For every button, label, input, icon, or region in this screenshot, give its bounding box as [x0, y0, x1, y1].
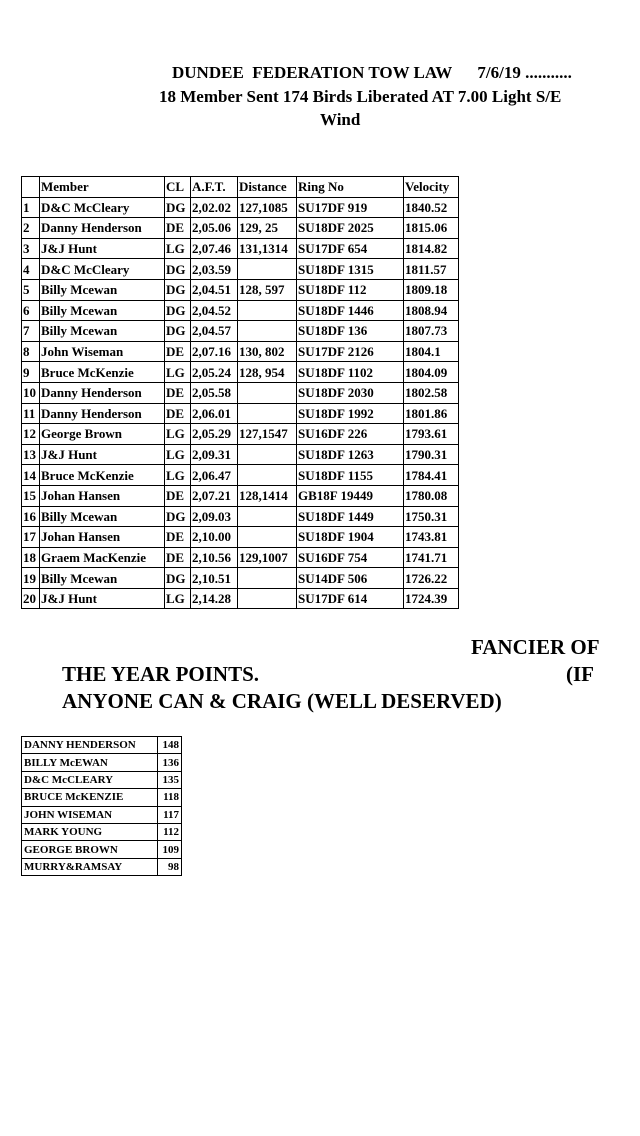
cell-ring-no: SU18DF 1315 [297, 259, 404, 280]
results-row [22, 279, 459, 300]
cell-position: 4 [22, 259, 40, 280]
cell-club: LG [165, 444, 191, 465]
cell-velocity: 1802.58 [404, 382, 459, 403]
fancier-heading-line2: THE YEAR POINTS. [62, 662, 260, 686]
cell-member: Danny Henderson [40, 218, 165, 239]
results-row [22, 568, 459, 589]
cell-member: Bruce McKenzie [40, 465, 165, 486]
cell-velocity: 1741.71 [404, 547, 459, 568]
cell-aft: 2,04.51 [191, 279, 238, 300]
results-table [21, 176, 459, 609]
cell-distance: 130, 802 [238, 341, 297, 362]
points-value: 148 [158, 737, 182, 754]
points-row [22, 858, 182, 875]
cell-member: George Brown [40, 424, 165, 445]
cell-member: Billy Mcewan [40, 568, 165, 589]
cell-distance [238, 259, 297, 280]
cell-velocity: 1726.22 [404, 568, 459, 589]
points-value: 98 [158, 858, 182, 875]
cell-ring-no: SU18DF 1155 [297, 465, 404, 486]
cell-velocity: 1804.1 [404, 341, 459, 362]
points-row [22, 754, 182, 771]
cell-ring-no: SU14DF 506 [297, 568, 404, 589]
cell-distance [238, 321, 297, 342]
cell-position: 11 [22, 403, 40, 424]
cell-aft: 2,10.56 [191, 547, 238, 568]
cell-ring-no: SU18DF 1449 [297, 506, 404, 527]
cell-member: Bruce McKenzie [40, 362, 165, 383]
cell-position: 17 [22, 527, 40, 548]
cell-position: 5 [22, 279, 40, 300]
cell-club: LG [165, 238, 191, 259]
cell-aft: 2,06.47 [191, 465, 238, 486]
cell-club: DG [165, 197, 191, 218]
results-row [22, 300, 459, 321]
cell-position: 8 [22, 341, 40, 362]
points-body [22, 737, 182, 876]
cell-velocity: 1790.31 [404, 444, 459, 465]
cell-distance: 131,1314 [238, 238, 297, 259]
cell-aft: 2,03.59 [191, 259, 238, 280]
cell-aft: 2,05.06 [191, 218, 238, 239]
results-row [22, 218, 459, 239]
cell-distance: 128, 597 [238, 279, 297, 300]
cell-club: LG [165, 362, 191, 383]
cell-velocity: 1840.52 [404, 197, 459, 218]
cell-member: John Wiseman [40, 341, 165, 362]
header-member: Member [40, 177, 165, 198]
cell-ring-no: SU18DF 2025 [297, 218, 404, 239]
cell-aft: 2,05.58 [191, 382, 238, 403]
header-distance: Distance [238, 177, 297, 198]
cell-ring-no: SU18DF 1102 [297, 362, 404, 383]
cell-velocity: 1801.86 [404, 403, 459, 424]
cell-distance [238, 506, 297, 527]
cell-club: DE [165, 547, 191, 568]
cell-member: J&J Hunt [40, 444, 165, 465]
cell-member: Billy Mcewan [40, 321, 165, 342]
cell-aft: 2,09.31 [191, 444, 238, 465]
cell-velocity: 1784.41 [404, 465, 459, 486]
cell-position: 15 [22, 485, 40, 506]
cell-member: J&J Hunt [40, 588, 165, 609]
cell-ring-no: SU16DF 226 [297, 424, 404, 445]
results-row [22, 444, 459, 465]
cell-position: 13 [22, 444, 40, 465]
results-row [22, 382, 459, 403]
cell-club: DG [165, 279, 191, 300]
fancier-heading-line2-note: (IF [566, 662, 594, 686]
cell-position: 18 [22, 547, 40, 568]
cell-position: 6 [22, 300, 40, 321]
cell-member: Johan Hansen [40, 527, 165, 548]
points-row [22, 737, 182, 754]
points-value: 109 [158, 841, 182, 858]
cell-velocity: 1793.61 [404, 424, 459, 445]
results-row [22, 321, 459, 342]
cell-club: DG [165, 300, 191, 321]
cell-distance: 129,1007 [238, 547, 297, 568]
cell-distance [238, 403, 297, 424]
cell-member: D&C McCleary [40, 197, 165, 218]
cell-position: 2 [22, 218, 40, 239]
cell-member: Graem MacKenzie [40, 547, 165, 568]
results-row [22, 403, 459, 424]
cell-aft: 2,07.46 [191, 238, 238, 259]
cell-member: Johan Hansen [40, 485, 165, 506]
cell-ring-no: SU18DF 1263 [297, 444, 404, 465]
cell-velocity: 1804.09 [404, 362, 459, 383]
results-row [22, 424, 459, 445]
cell-aft: 2,04.57 [191, 321, 238, 342]
cell-club: LG [165, 588, 191, 609]
cell-member: Billy Mcewan [40, 279, 165, 300]
cell-velocity: 1809.18 [404, 279, 459, 300]
cell-position: 7 [22, 321, 40, 342]
cell-position: 12 [22, 424, 40, 445]
cell-ring-no: SU17DF 2126 [297, 341, 404, 362]
points-value: 118 [158, 789, 182, 806]
cell-velocity: 1811.57 [404, 259, 459, 280]
cell-velocity: 1780.08 [404, 485, 459, 506]
cell-velocity: 1724.39 [404, 588, 459, 609]
cell-aft: 2,10.00 [191, 527, 238, 548]
cell-distance [238, 465, 297, 486]
cell-member: J&J Hunt [40, 238, 165, 259]
results-row [22, 527, 459, 548]
cell-velocity: 1815.06 [404, 218, 459, 239]
cell-ring-no: SU18DF 1904 [297, 527, 404, 548]
cell-velocity: 1808.94 [404, 300, 459, 321]
cell-member: Billy Mcewan [40, 300, 165, 321]
points-row [22, 841, 182, 858]
cell-velocity: 1807.73 [404, 321, 459, 342]
cell-ring-no: GB18F 19449 [297, 485, 404, 506]
cell-aft: 2,06.01 [191, 403, 238, 424]
cell-distance [238, 527, 297, 548]
cell-aft: 2,10.51 [191, 568, 238, 589]
cell-aft: 2,05.29 [191, 424, 238, 445]
cell-ring-no: SU17DF 919 [297, 197, 404, 218]
cell-position: 14 [22, 465, 40, 486]
points-row [22, 771, 182, 788]
cell-distance: 128,1414 [238, 485, 297, 506]
results-row [22, 588, 459, 609]
cell-distance: 129, 25 [238, 218, 297, 239]
cell-club: DE [165, 485, 191, 506]
points-fancier-name: JOHN WISEMAN [22, 806, 158, 823]
cell-distance [238, 588, 297, 609]
points-fancier-name: D&C McCLEARY [22, 771, 158, 788]
results-header-row [22, 177, 459, 198]
cell-distance [238, 382, 297, 403]
cell-position: 10 [22, 382, 40, 403]
cell-club: DE [165, 382, 191, 403]
fancier-heading-line1: FANCIER OF [471, 635, 600, 659]
cell-club: DG [165, 259, 191, 280]
points-row [22, 823, 182, 840]
points-fancier-name: MARK YOUNG [22, 823, 158, 840]
points-value: 112 [158, 823, 182, 840]
points-value: 136 [158, 754, 182, 771]
results-row [22, 362, 459, 383]
header-position [22, 177, 40, 198]
points-value: 117 [158, 806, 182, 823]
cell-position: 20 [22, 588, 40, 609]
points-fancier-name: GEORGE BROWN [22, 841, 158, 858]
cell-ring-no: SU17DF 654 [297, 238, 404, 259]
points-fancier-name: BILLY McEWAN [22, 754, 158, 771]
cell-member: Danny Henderson [40, 403, 165, 424]
results-row [22, 341, 459, 362]
cell-aft: 2,02.02 [191, 197, 238, 218]
cell-club: LG [165, 424, 191, 445]
cell-aft: 2,09.03 [191, 506, 238, 527]
results-row [22, 238, 459, 259]
results-row [22, 259, 459, 280]
results-row [22, 547, 459, 568]
cell-ring-no: SU18DF 1992 [297, 403, 404, 424]
cell-ring-no: SU16DF 754 [297, 547, 404, 568]
cell-distance: 128, 954 [238, 362, 297, 383]
race-details: 18 Member Sent 174 Birds Liberated AT 7.00 Light S/E [159, 87, 562, 106]
cell-distance: 127,1547 [238, 424, 297, 445]
cell-velocity: 1750.31 [404, 506, 459, 527]
cell-ring-no: SU18DF 1446 [297, 300, 404, 321]
cell-velocity: 1814.82 [404, 238, 459, 259]
race-details-wind: Wind [320, 110, 361, 129]
points-row [22, 789, 182, 806]
cell-position: 16 [22, 506, 40, 527]
results-body [22, 197, 459, 609]
cell-club: DE [165, 218, 191, 239]
cell-distance: 127,1085 [238, 197, 297, 218]
header-ring-no: Ring No [297, 177, 404, 198]
points-fancier-name: DANNY HENDERSON [22, 737, 158, 754]
points-table [21, 736, 182, 876]
cell-club: LG [165, 465, 191, 486]
cell-aft: 2,14.28 [191, 588, 238, 609]
cell-position: 19 [22, 568, 40, 589]
cell-aft: 2,07.16 [191, 341, 238, 362]
results-row [22, 465, 459, 486]
cell-member: Billy Mcewan [40, 506, 165, 527]
cell-aft: 2,07.21 [191, 485, 238, 506]
cell-aft: 2,05.24 [191, 362, 238, 383]
cell-aft: 2,04.52 [191, 300, 238, 321]
cell-ring-no: SU18DF 112 [297, 279, 404, 300]
race-title: DUNDEE FEDERATION TOW LAW 7/6/19 ........... [172, 63, 572, 82]
cell-position: 9 [22, 362, 40, 383]
points-fancier-name: MURRY&RAMSAY [22, 858, 158, 875]
header-club: CL [165, 177, 191, 198]
results-row [22, 506, 459, 527]
header-aft: A.F.T. [191, 177, 238, 198]
cell-club: DE [165, 341, 191, 362]
cell-club: DG [165, 506, 191, 527]
header-velocity: Velocity [404, 177, 459, 198]
cell-position: 3 [22, 238, 40, 259]
fancier-heading-line3: ANYONE CAN & CRAIG (WELL DESERVED) [62, 689, 502, 713]
cell-distance [238, 300, 297, 321]
cell-position: 1 [22, 197, 40, 218]
cell-club: DE [165, 527, 191, 548]
cell-club: DG [165, 321, 191, 342]
cell-club: DE [165, 403, 191, 424]
cell-ring-no: SU18DF 136 [297, 321, 404, 342]
points-fancier-name: BRUCE McKENZIE [22, 789, 158, 806]
cell-velocity: 1743.81 [404, 527, 459, 548]
points-value: 135 [158, 771, 182, 788]
points-row [22, 806, 182, 823]
cell-distance [238, 444, 297, 465]
results-row [22, 197, 459, 218]
cell-member: Danny Henderson [40, 382, 165, 403]
cell-distance [238, 568, 297, 589]
results-row [22, 485, 459, 506]
cell-club: DG [165, 568, 191, 589]
cell-ring-no: SU18DF 2030 [297, 382, 404, 403]
cell-member: D&C McCleary [40, 259, 165, 280]
cell-ring-no: SU17DF 614 [297, 588, 404, 609]
